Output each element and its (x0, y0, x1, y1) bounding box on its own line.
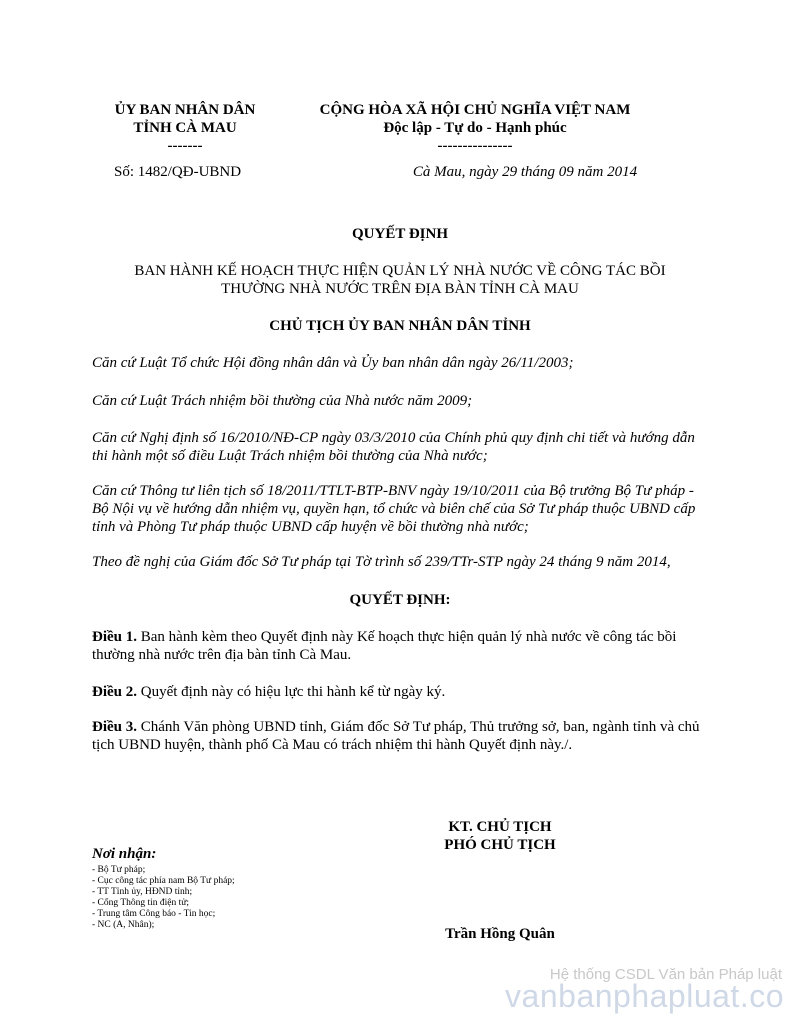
article-label: Điều 2. (92, 684, 137, 700)
signer-name: Trần Hồng Quân (445, 926, 555, 942)
article-2 (92, 683, 712, 701)
signer-role: PHÓ CHỦ TỊCH (444, 837, 556, 853)
issue-date: Cà Mau, ngày 29 tháng 09 năm 2014 (412, 164, 638, 180)
recipients-title: Nơi nhận: (92, 846, 157, 862)
recipients-list (92, 865, 235, 931)
recipient-item: - NC (A, Nhân); (92, 920, 155, 930)
motto-divider: --------------- (437, 138, 513, 154)
article-label: Điều 3. (92, 719, 137, 735)
document-title: QUYẾT ĐỊNH (352, 226, 448, 242)
province-name: TỈNH CÀ MAU (133, 120, 237, 136)
country-name: CỘNG HÒA XÃ HỘI CHỦ NGHĨA VIỆT NAM (319, 102, 631, 118)
subtitle-line: THƯỜNG NHÀ NƯỚC TRÊN ĐỊA BÀN TỈNH CÀ MAU (221, 281, 579, 297)
signer-position: KT. CHỦ TỊCH (448, 819, 552, 835)
legal-basis-5: Theo đề nghị của Giám đốc Sở Tư pháp tại Tờ trình số 239/TTr-STP ngày 24 tháng 9 năm 2014, (92, 554, 671, 570)
watermark-caption: Hệ thống CSDL Văn bản Pháp luật (549, 966, 782, 983)
issuing-agency-block (90, 101, 280, 155)
article-3 (92, 718, 712, 754)
legal-basis-2: Căn cứ Luật Trách nhiệm bồi thường của Nhà nước năm 2009; (92, 393, 473, 409)
subtitle-line: BAN HÀNH KẾ HOẠCH THỰC HIỆN QUẢN LÝ NHÀ NƯỚC VỀ CÔNG TÁC BỒI (134, 263, 666, 279)
watermark-site: vanbanphapluat.co (505, 978, 784, 1014)
recipient-item: - TT Tỉnh ủy, HĐND tỉnh; (92, 887, 193, 897)
legal-basis-3: Căn cứ Nghị định số 16/2010/NĐ-CP ngày 03/3/2010 của Chính phủ quy định chi tiết và hướng dẫn thi hành một số điều Luật Trách nhiệm bồi thường của Nhà nước; (92, 430, 695, 464)
legal-basis-1: Căn cứ Luật Tổ chức Hội đồng nhân dân và Ủy ban nhân dân ngày 26/11/2003; (92, 355, 574, 371)
legal-basis-4: Căn cứ Thông tư liên tịch số 18/2011/TTLT-BTP-BNV ngày 19/10/2011 của Bộ trưởng Bộ Tư pháp - Bộ Nội vụ về hướng dẫn nhiệm vụ, quyền hạn, tổ chức và biên chế của Sở Tư pháp thuộc UBND cấp tỉnh và Phòng Tư pháp thuộc UBND cấp huyện về bồi thường nhà nước; (92, 483, 696, 535)
recipient-item: - Cục công tác phía nam Bộ Tư pháp; (92, 876, 235, 886)
agency-name: ỦY BAN NHÂN DÂN (114, 102, 256, 118)
national-motto: Độc lập - Tự do - Hạnh phúc (383, 120, 567, 136)
article-1 (92, 628, 712, 664)
article-text: Ban hành kèm theo Quyết định này Kế hoạch thực hiện quản lý nhà nước về công tác bồi thường nhà nước trên địa bàn tỉnh Cà Mau. (92, 629, 677, 663)
recipient-item: - Trung tâm Công báo - Tin học; (92, 909, 216, 919)
issuing-authority: CHỦ TỊCH ỦY BAN NHÂN DÂN TỈNH (269, 318, 531, 334)
agency-divider: ------- (167, 138, 203, 154)
document-number: Số: 1482/QĐ-UBND (114, 164, 242, 180)
signature-title (390, 818, 610, 854)
decision-heading: QUYẾT ĐỊNH: (349, 592, 451, 608)
recipient-item: - Bộ Tư pháp; (92, 865, 146, 875)
article-text: Quyết định này có hiệu lực thi hành kể từ ngày ký. (137, 684, 446, 700)
article-text: Chánh Văn phòng UBND tỉnh, Giám đốc Sở Tư pháp, Thủ trưởng sở, ban, ngành tỉnh và chủ tịch UBND huyện, thành phố Cà Mau có trách nhiệm thi hành Quyết định này./. (92, 719, 700, 753)
national-motto-block (290, 101, 660, 155)
document-subtitle (100, 262, 700, 298)
recipient-item: - Cổng Thông tin điện tử; (92, 898, 190, 908)
article-label: Điều 1. (92, 629, 137, 645)
